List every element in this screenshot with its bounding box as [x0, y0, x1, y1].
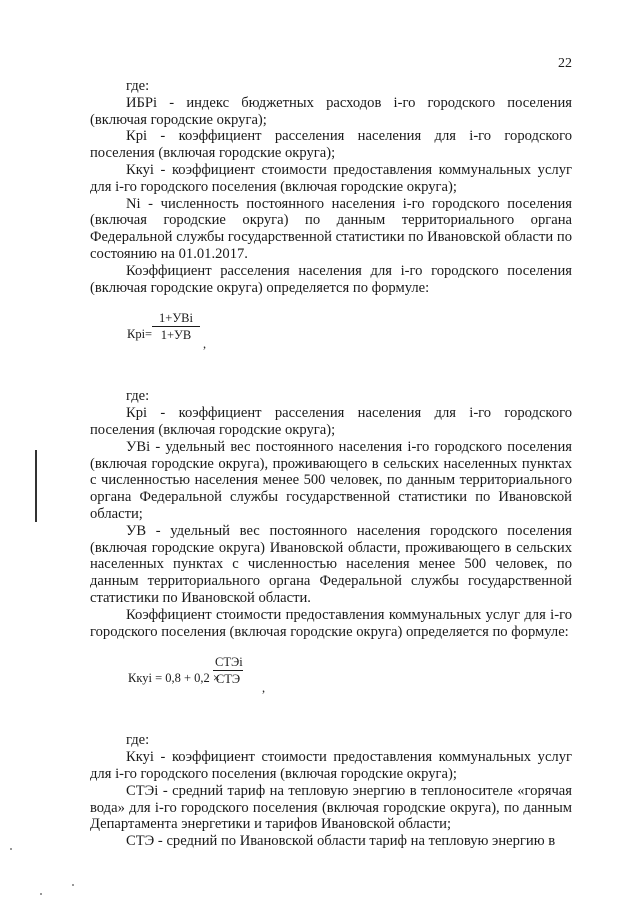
def-kku-2: Ккуi - коэффициент стоимости предоставления коммунальных услуг для i-го городского поселения (включая городские округа);: [90, 749, 572, 782]
formula-kku: [90, 654, 572, 704]
formula-kku-fraction: [213, 654, 243, 687]
formula-kr-comma: ,: [203, 337, 207, 352]
formula-kr-numerator: 1+УВi: [159, 311, 193, 326]
def-ibr: ИБРi - индекс бюджетных расходов i-го городского поселения (включая городские округа);: [90, 94, 572, 128]
formula-kr-left: Крi=: [127, 327, 153, 342]
formula-kku-numerator: СТЭi: [215, 655, 243, 670]
where-label: где:: [126, 78, 150, 94]
formula-kku-denominator: СТЭ: [215, 672, 241, 687]
formula-kku-left: Ккуi = 0,8 + 0,2 ×: [128, 671, 220, 686]
def-ste-i: СТЭi - средний тариф на тепловую энергию в теплоносителе «горячая вода» для i-го городского поселения (включая городские округа), по данным Департамента энергетики и тарифов Ивановской области;: [90, 782, 572, 833]
kr-intro: Коэффициент расселения населения для i-го городского поселения (включая городские округа) определяется по формуле:: [90, 262, 572, 296]
formula-kr-fraction: [152, 310, 200, 343]
def-uv: УВ - удельный вес постоянного населения городского поселения (включая городские округа) Ивановской области, проживающего в сельских населенных пунктах с численностью населения менее 500 человек, по данным территориального органа Федеральной службы государственной статистики по Ивановской области.: [90, 522, 572, 606]
where-label: где:: [126, 388, 150, 405]
def-kku: Ккуi - коэффициент стоимости предоставления коммунальных услуг для i-го городского поселения (включая городские округа);: [90, 161, 572, 195]
margin-bar: [35, 450, 37, 522]
where-label: где:: [126, 732, 150, 749]
scan-speck: [40, 893, 42, 895]
formula-kr-denominator: 1+УВ: [160, 328, 192, 343]
page-number: 22: [558, 56, 572, 71]
def-ste: СТЭ - средний по Ивановской области тариф на тепловую энергию в: [126, 833, 556, 850]
def-uvi: УВi - удельный вес постоянного населения i-го городского поселения (включая городские округа), проживающего в сельских населенных пунктах с численностью населения менее 500 человек, по данным территориального органа Федеральной службы государственной статистики по Ивановской области;: [90, 438, 572, 522]
formula-kr: [90, 310, 572, 360]
def-kr-2: Крi - коэффициент расселения населения для i-го городского поселения (включая городские округа);: [90, 405, 572, 438]
scan-speck: [72, 884, 74, 886]
formula-kku-comma: ,: [262, 681, 266, 696]
scan-speck: [10, 848, 12, 850]
def-kr: Крi - коэффициент расселения населения для i-го городского поселения (включая городские округа);: [90, 128, 572, 162]
kku-intro: Коэффициент стоимости предоставления коммунальных услуг для i-го городского поселения (включая городские округа) определяется по формуле:: [90, 606, 572, 640]
document-body: [90, 78, 572, 850]
def-n: Ni - численность постоянного населения i-го городского поселения (включая городские округа) по данным территориального органа Федеральной службы государственной статистики по Ивановской области по состоянию на 01.01.2017.: [90, 195, 572, 262]
